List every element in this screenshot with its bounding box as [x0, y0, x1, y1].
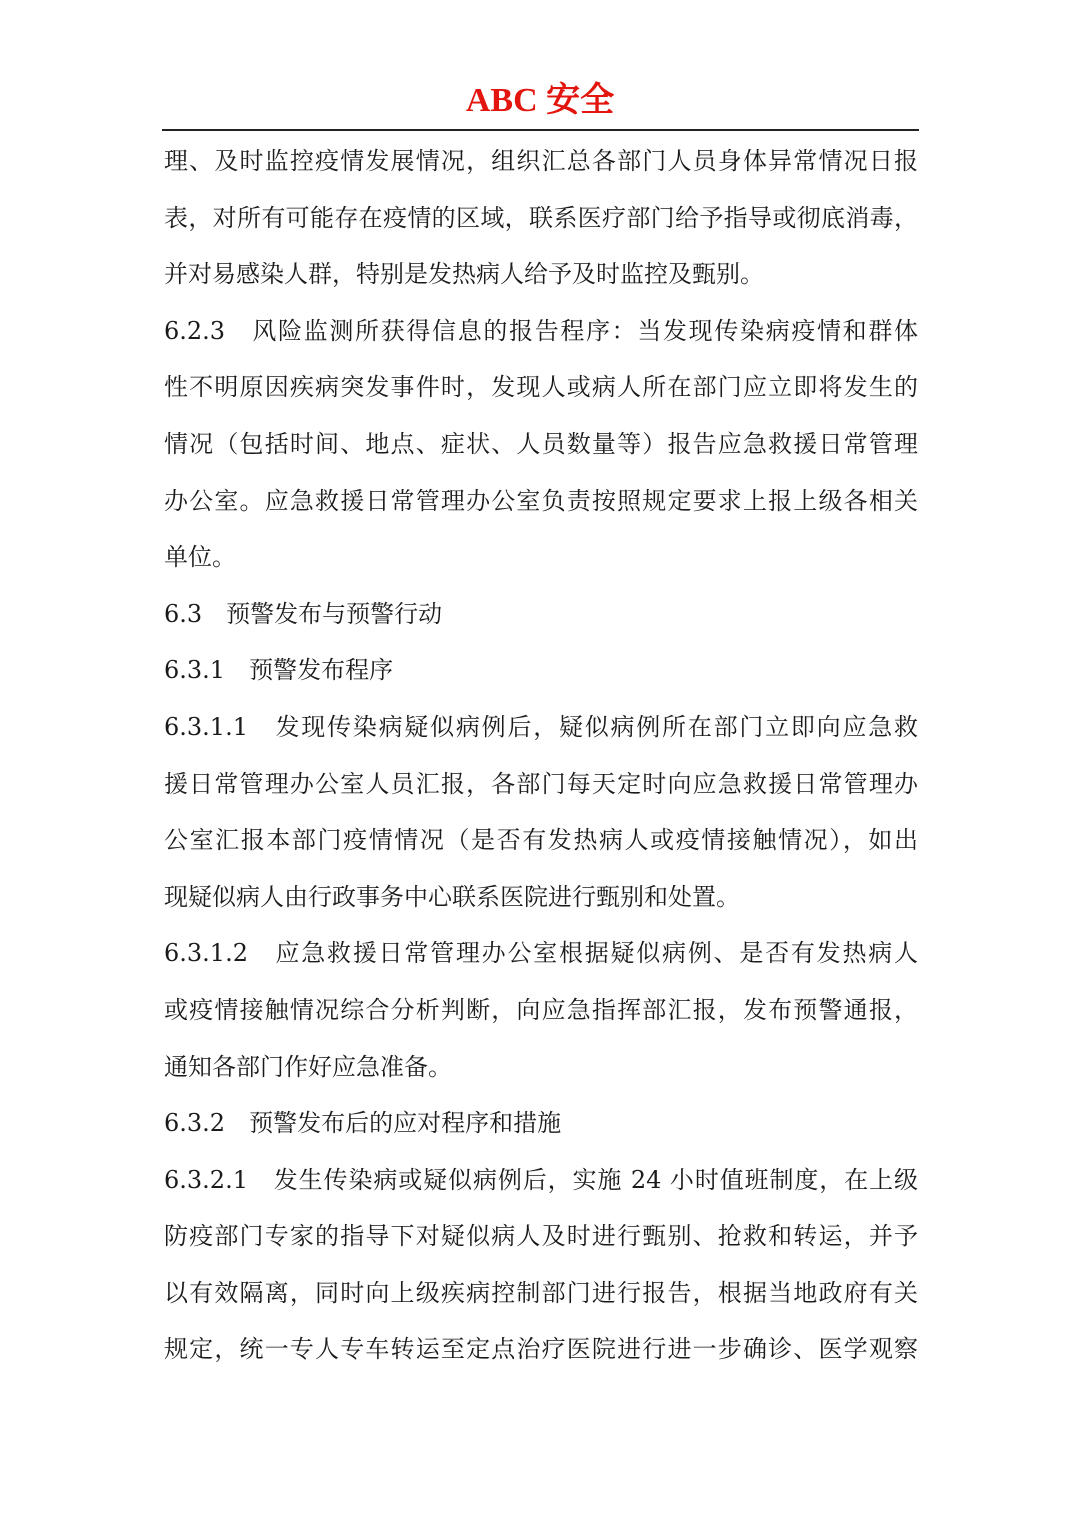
- text-line: 通知各部门作好应急准备。: [164, 1052, 452, 1081]
- text-line: 单位。: [164, 543, 236, 572]
- document-body: [164, 133, 918, 1378]
- text-line: 援日常管理办公室人员汇报，各部门每天定时向应急救援日常管理办: [164, 769, 918, 798]
- text-line: 性不明原因疾病突发事件时，发现人或病人所在部门应立即将发生的: [164, 373, 918, 402]
- text-line: 表，对所有可能存在疫情的区域，联系医疗部门给予指导或彻底消毒，: [164, 203, 918, 232]
- text-line: 公室汇报本部门疫情情况（是否有发热病人或疫情接触情况），如出: [164, 826, 918, 855]
- text-line: 规定，统一专人专车转运至定点治疗医院进行进一步确诊、医学观察: [164, 1335, 918, 1364]
- section-heading: 6.3 预警发布与预警行动: [164, 599, 443, 628]
- text-line: 防疫部门专家的指导下对疑似病人及时进行甄别、抢救和转运，并予: [164, 1222, 918, 1251]
- page-header: [0, 78, 1080, 124]
- text-line: 以有效隔离，同时向上级疾病控制部门进行报告，根据当地政府有关: [164, 1278, 918, 1307]
- text-line: 现疑似病人由行政事务中心联系医院进行甄别和处置。: [164, 882, 740, 911]
- text-line: 办公室。应急救援日常管理办公室负责按照规定要求上报上级各相关: [164, 486, 918, 515]
- text-line: 理、及时监控疫情发展情况，组织汇总各部门人员身体异常情况日报: [164, 147, 918, 175]
- header-title: ABC 安全: [465, 82, 615, 119]
- text-line: 并对易感染人群，特别是发热病人给予及时监控及甄别。: [164, 260, 764, 289]
- section-heading: 6.3.2 预警发布后的应对程序和措施: [164, 1109, 562, 1138]
- text-line: 情况（包括时间、地点、症状、人员数量等）报告应急救援日常管理: [164, 429, 918, 458]
- section-heading: 6.3.1 预警发布程序: [164, 656, 394, 685]
- text-line: 6.2.3 风险监测所获得信息的报告程序：当发现传染病疫情和群体: [164, 316, 918, 345]
- header-divider: [162, 129, 919, 131]
- text-line: 6.3.1.2 应急救援日常管理办公室根据疑似病例、是否有发热病人: [164, 939, 918, 968]
- text-line: 或疫情接触情况综合分析判断，向应急指挥部汇报，发布预警通报，: [164, 995, 918, 1024]
- text-line: 6.3.1.1 发现传染病疑似病例后，疑似病例所在部门立即向应急救: [164, 712, 918, 741]
- text-line: 6.3.2.1 发生传染病或疑似病例后，实施 24 小时值班制度，在上级: [164, 1165, 918, 1194]
